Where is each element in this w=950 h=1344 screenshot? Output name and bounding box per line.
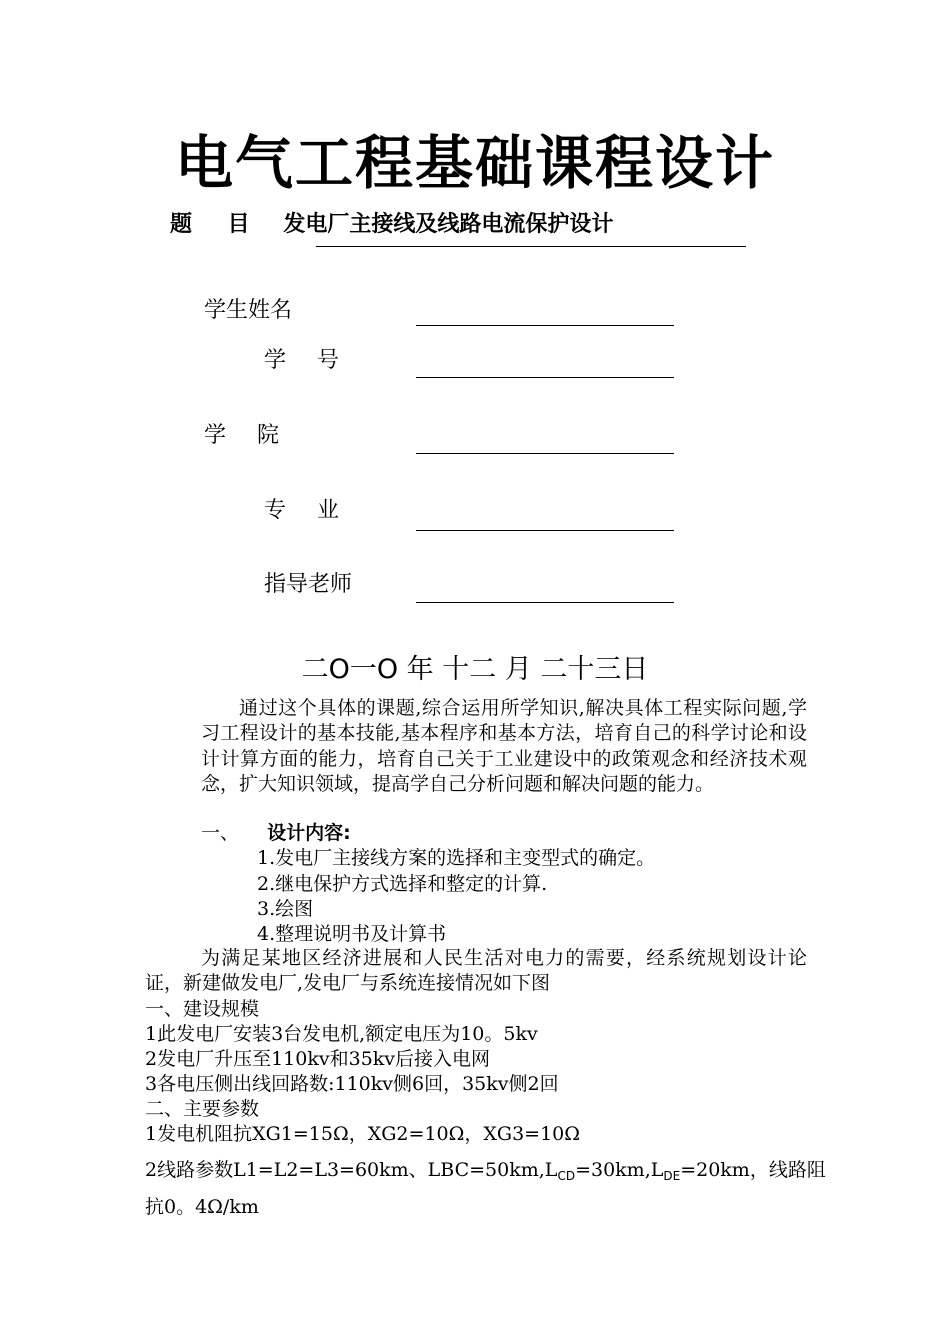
design-item: 3.绘图 (257, 898, 314, 920)
student-name-label: 学生姓名 (204, 298, 293, 323)
design-item: 2.继电保护方式选择和整定的计算. (257, 873, 548, 895)
intro-paragraph: 通过这个具体的课题,综合运用所学知识,解决具体工程实际问题,学习工程设计的基本技能,基本程序和基本方法，培育自己的科学讨论和设计计算方面的能力，培育自己关于工业建设中的政策观念和经济技术观念，扩大知识领域，提高学自己分析问题和解决问题的能力。 (201, 697, 807, 796)
scale-item: 3各电压侧出线回路数:110kv侧6回，35kv侧2回 (145, 1073, 559, 1095)
params-item-generator: 1发电机阻抗XG1=15Ω，XG2=10Ω，XG3=10Ω (145, 1123, 581, 1145)
date: 二O一O 年 十二 月 二十三日 (301, 654, 649, 685)
line-params-text: =20km，线路阻 (680, 1159, 826, 1181)
line-params-text: 2线路参数L1=L2=L3=60km、LBC=50km,L (145, 1159, 558, 1181)
scale-item: 2发电厂升压至110kv和35kv后接入电网 (145, 1048, 491, 1070)
advisor-line (416, 602, 674, 603)
student-id-line (416, 377, 674, 378)
college-label: 学 院 (204, 423, 279, 448)
section1-title: 设计内容: (267, 822, 351, 844)
topic-underline (316, 246, 746, 247)
page-title: 电气工程基础课程设计 (174, 129, 775, 197)
topic-value: 发电厂主接线及线路电流保护设计 (283, 212, 614, 237)
scale-item: 1此发电厂安装3台发电机,额定电压为10。5kv (145, 1023, 538, 1045)
params-heading: 二、主要参数 (145, 1098, 260, 1120)
background-paragraph: 为满足某地区经济进展和人民生活对电力的需要，经系统规划设计论证，新建做发电厂,发电厂与系统连接情况如下图 (145, 947, 807, 995)
design-item: 1.发电厂主接线方案的选择和主变型式的确定。 (257, 847, 656, 869)
topic-label: 题 目 (170, 212, 264, 237)
major-label: 专 业 (264, 498, 339, 523)
advisor-label: 指导老师 (264, 572, 353, 597)
line-params-text: =30km,L (575, 1159, 664, 1181)
student-name-line (416, 325, 674, 326)
params-item-lines-cont: 抗0。4Ω/km (145, 1196, 259, 1218)
line-subscript-cd: CD (557, 1169, 576, 1183)
scale-heading: 一、建设规模 (145, 998, 260, 1020)
topic-row (170, 210, 613, 240)
section1-number: 一、 (201, 822, 240, 844)
college-line (416, 453, 674, 454)
student-id-label: 学 号 (264, 348, 339, 373)
section1-heading (201, 821, 351, 846)
design-item: 4.整理说明书及计算书 (257, 923, 447, 945)
line-subscript-de: DE (663, 1169, 681, 1183)
major-line (416, 530, 674, 531)
params-item-lines (145, 1158, 826, 1189)
